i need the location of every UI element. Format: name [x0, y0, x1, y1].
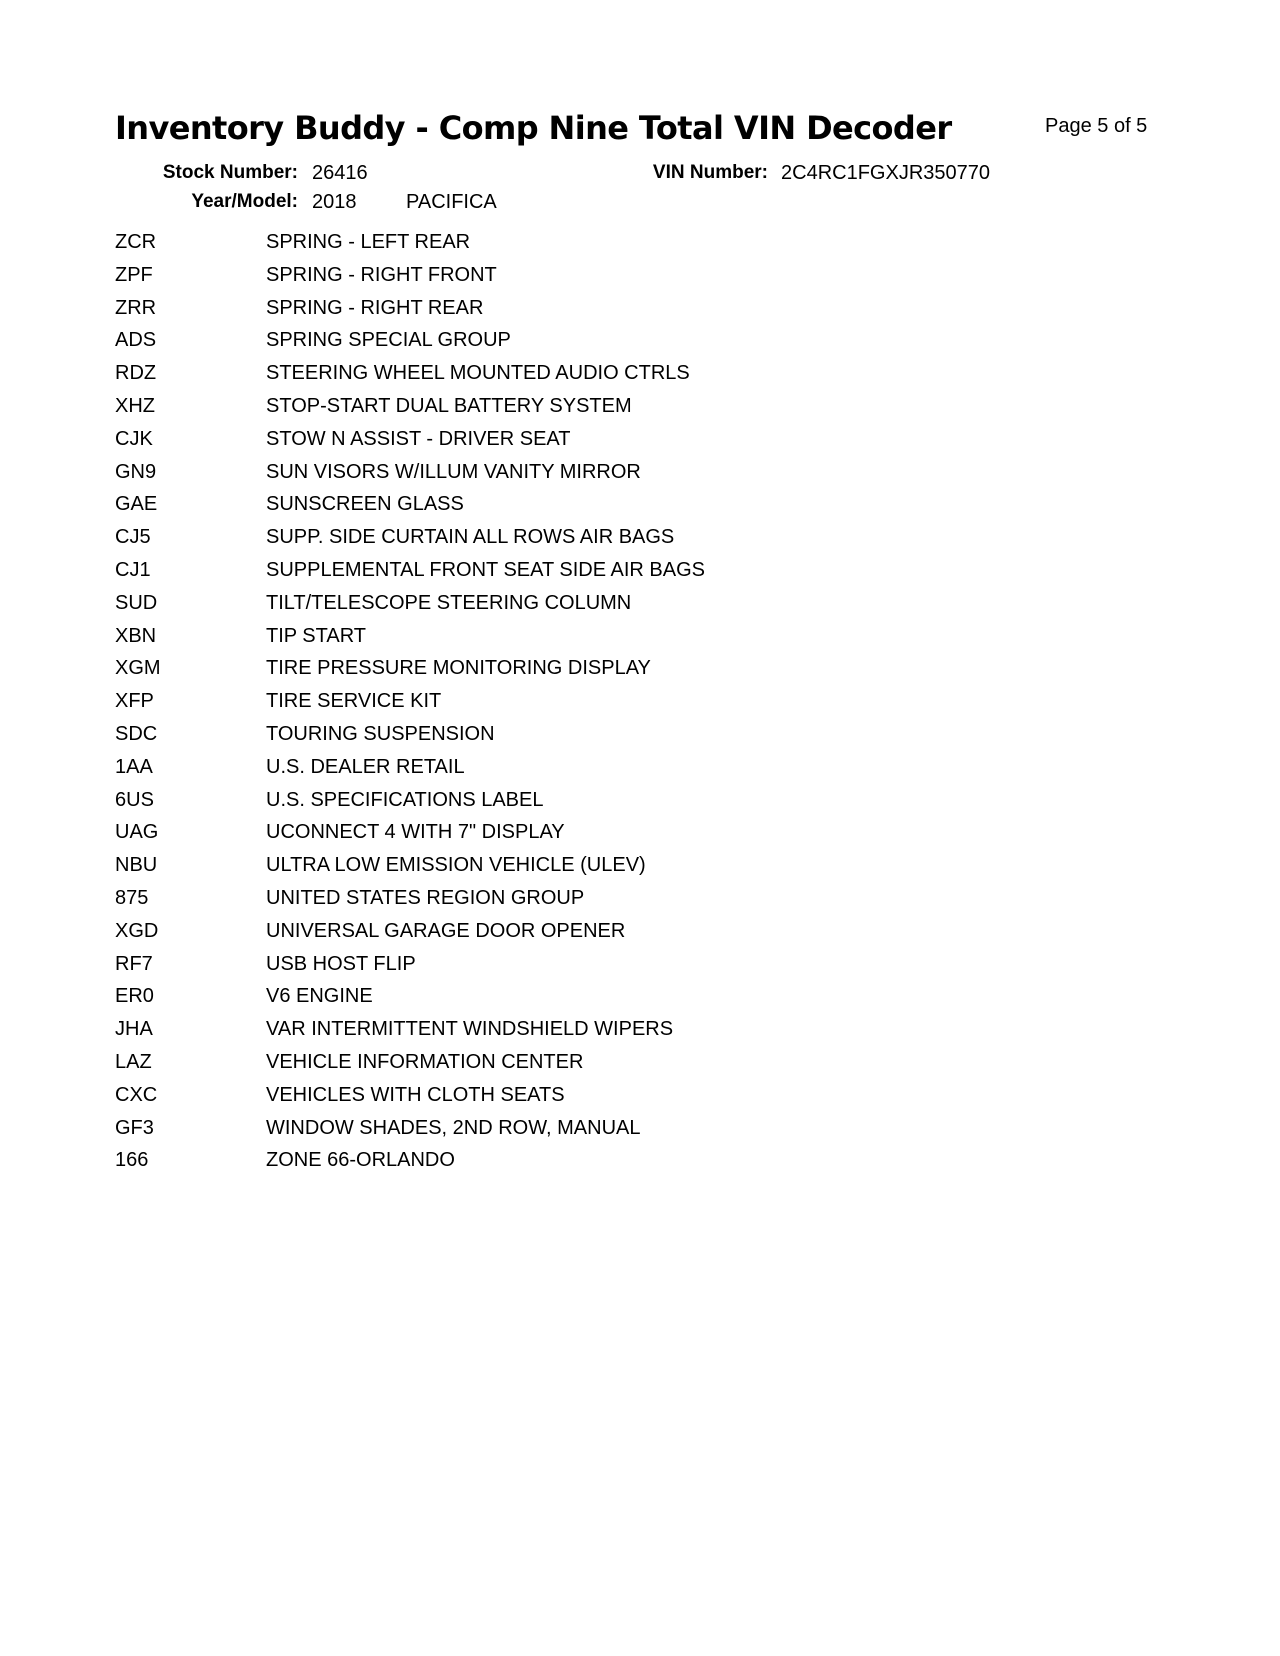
option-code: XGD [115, 919, 159, 942]
list-item [115, 882, 1115, 915]
list-item [115, 521, 1115, 554]
option-code: SDC [115, 722, 158, 745]
option-code: CJ1 [115, 558, 151, 581]
list-item [115, 226, 1115, 259]
option-code: ADS [115, 329, 157, 352]
option-description: STOP-START DUAL BATTERY SYSTEM [266, 394, 632, 417]
list-item [115, 587, 1115, 620]
list-item [115, 324, 1115, 357]
vin-number-label: VIN Number: [652, 162, 768, 183]
list-item [115, 915, 1115, 948]
list-item [115, 1079, 1115, 1112]
option-code: 875 [115, 886, 149, 909]
list-item [115, 1046, 1115, 1079]
option-code: XFP [115, 690, 154, 713]
list-item [115, 849, 1115, 882]
option-description: SPRING - RIGHT FRONT [266, 263, 497, 286]
option-description: ULTRA LOW EMISSION VEHICLE (ULEV) [266, 854, 646, 877]
list-item [115, 1013, 1115, 1046]
list-item [115, 718, 1115, 751]
option-description: TILT/TELESCOPE STEERING COLUMN [266, 591, 632, 614]
option-code: GF3 [115, 1116, 154, 1139]
list-item [115, 456, 1115, 489]
option-code: JHA [115, 1018, 153, 1041]
option-code: CJ5 [115, 526, 151, 549]
option-code: RF7 [115, 952, 153, 975]
list-item [115, 685, 1115, 718]
option-code: ER0 [115, 985, 154, 1008]
option-description: WINDOW SHADES, 2ND ROW, MANUAL [266, 1116, 641, 1139]
option-description: V6 ENGINE [266, 985, 373, 1008]
option-description: SUPP. SIDE CURTAIN ALL ROWS AIR BAGS [266, 526, 675, 549]
list-item [115, 652, 1115, 685]
option-code: CJK [115, 427, 153, 450]
stock-number-value: 26416 [312, 162, 368, 184]
stock-number-label: Stock Number: [162, 162, 298, 183]
list-item [115, 948, 1115, 981]
option-code: 166 [115, 1149, 149, 1172]
option-code: LAZ [115, 1050, 152, 1073]
option-description: SUN VISORS W/ILLUM VANITY MIRROR [266, 460, 641, 483]
option-description: UCONNECT 4 WITH 7" DISPLAY [266, 821, 565, 844]
list-item [115, 751, 1115, 784]
option-description: TIRE PRESSURE MONITORING DISPLAY [266, 657, 651, 680]
document-title: Inventory Buddy - Comp Nine Total VIN Decoder [115, 109, 952, 147]
option-description: U.S. SPECIFICATIONS LABEL [266, 788, 544, 811]
option-code: ZRR [115, 296, 157, 319]
list-item [115, 423, 1115, 456]
option-description: SUPPLEMENTAL FRONT SEAT SIDE AIR BAGS [266, 558, 706, 581]
list-item [115, 620, 1115, 653]
option-code: 6US [115, 788, 154, 811]
list-item [115, 554, 1115, 587]
option-description: VEHICLE INFORMATION CENTER [266, 1050, 584, 1073]
option-description: UNITED STATES REGION GROUP [266, 886, 585, 909]
option-code: XGM [115, 657, 161, 680]
option-code-list [115, 226, 1115, 1177]
list-item [115, 1144, 1115, 1177]
list-item [115, 259, 1115, 292]
option-description: TOURING SUSPENSION [266, 722, 495, 745]
list-item [115, 980, 1115, 1013]
vin-number-value: 2C4RC1FGXJR350770 [781, 162, 990, 184]
option-code: RDZ [115, 362, 157, 385]
option-code: CXC [115, 1083, 158, 1106]
option-description: TIP START [266, 624, 367, 647]
list-item [115, 488, 1115, 521]
option-description: SPRING - RIGHT REAR [266, 296, 484, 319]
option-code: XHZ [115, 394, 155, 417]
option-code: 1AA [115, 755, 153, 778]
year-model-label: Year/Model: [191, 191, 298, 212]
option-code: NBU [115, 854, 158, 877]
option-description: ZONE 66-ORLANDO [266, 1149, 455, 1172]
list-item [115, 357, 1115, 390]
option-code: GAE [115, 493, 158, 516]
option-description: VAR INTERMITTENT WINDSHIELD WIPERS [266, 1018, 674, 1041]
option-code: GN9 [115, 460, 157, 483]
option-code: UAG [115, 821, 159, 844]
list-item [115, 292, 1115, 325]
option-code: XBN [115, 624, 157, 647]
option-description: STEERING WHEEL MOUNTED AUDIO CTRLS [266, 362, 690, 385]
list-item [115, 390, 1115, 423]
year-value: 2018 [312, 191, 357, 213]
option-code: ZCR [115, 231, 157, 253]
option-description: SUNSCREEN GLASS [266, 493, 464, 516]
option-description: STOW N ASSIST - DRIVER SEAT [266, 427, 571, 450]
option-code: SUD [115, 591, 158, 614]
model-value: PACIFICA [406, 191, 497, 213]
option-description: U.S. DEALER RETAIL [266, 755, 465, 778]
option-description: SPRING - LEFT REAR [266, 231, 471, 253]
option-description: USB HOST FLIP [266, 952, 416, 975]
list-item [115, 816, 1115, 849]
option-description: SPRING SPECIAL GROUP [266, 329, 511, 352]
page-indicator: Page 5 of 5 [1045, 115, 1148, 137]
list-item [115, 1112, 1115, 1145]
option-code: ZPF [115, 263, 153, 286]
list-item [115, 784, 1115, 817]
option-description: TIRE SERVICE KIT [266, 690, 442, 713]
option-description: UNIVERSAL GARAGE DOOR OPENER [266, 919, 626, 942]
option-description: VEHICLES WITH CLOTH SEATS [266, 1083, 565, 1106]
